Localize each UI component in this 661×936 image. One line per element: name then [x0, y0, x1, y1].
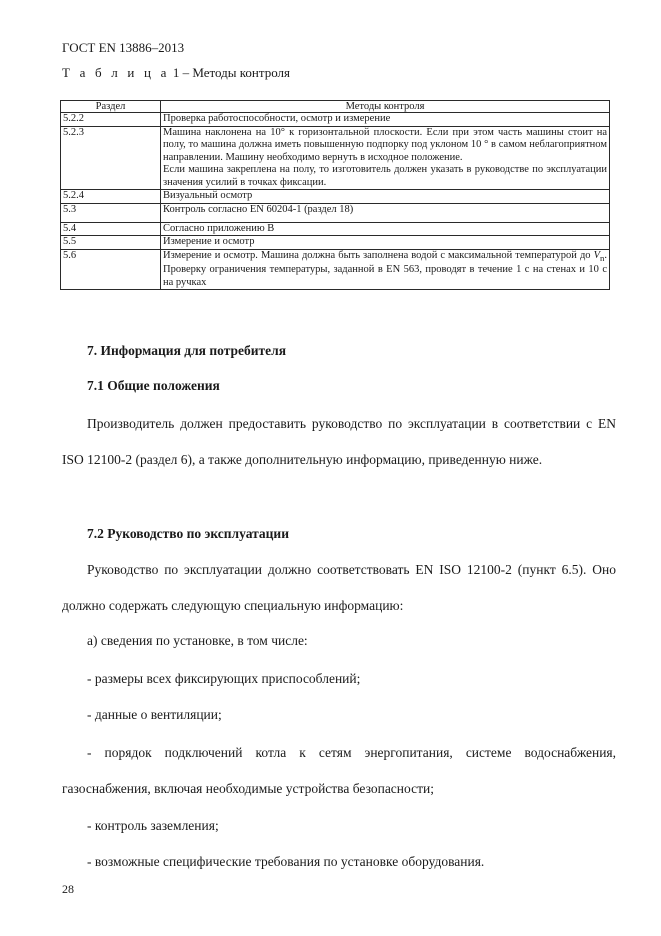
section-7-2-paragraph: Руководство по эксплуатации должно соответствовать EN ISO 12100-2 (пункт 6.5). Оно должно содержать следующую специальную информацию:	[62, 562, 616, 613]
list-item-dash: - контроль заземления;	[87, 818, 219, 833]
cell-method: Измерение и осмотр	[161, 236, 610, 250]
table-row	[61, 222, 610, 236]
table-caption	[62, 65, 290, 81]
cell-method: Согласно приложению В	[161, 222, 610, 236]
standard-header: ГОСТ EN 13886–2013	[62, 40, 185, 55]
list-item-dash: - размеры всех фиксирующих приспособлений;	[87, 671, 361, 686]
page-number: 28	[62, 882, 74, 896]
cell-method-text: Измерение и осмотр. Машина должна быть заполнена водой с максимальной температурой до	[163, 249, 594, 261]
cell-method: Проверка работоспособности, осмотр и измерение	[161, 113, 610, 127]
table-row	[61, 236, 610, 250]
list-item-dash: - порядок подключений котла к сетям энергопитания, системе водоснабжения, газоснабжения, включая необходимые устройства безопасности;	[62, 745, 616, 796]
control-methods-table	[60, 100, 610, 290]
column-header-section: Раздел	[61, 101, 161, 113]
section-7-2-title: 7.2 Руководство по эксплуатации	[87, 526, 289, 541]
cell-section: 5.5	[61, 236, 161, 250]
cell-section: 5.2.4	[61, 190, 161, 204]
cell-method: Визуальный осмотр	[161, 190, 610, 204]
table-caption-label: Т а б л и ц а	[62, 65, 170, 80]
cell-method-paragraph: Машина наклонена на 10° к горизонтальной плоскости. Если при этом часть машины стоит на полу, то машина должна иметь повышенную подпорку под уклоном 10 ° в самом неблагоприятном направлении. Машину необходимо вернуть в исходное положение.	[163, 126, 607, 163]
column-header-methods: Методы контроля	[161, 101, 610, 113]
list-item-a: а) сведения по установке, в том числе:	[87, 633, 308, 648]
cell-section: 5.3	[61, 203, 161, 222]
table-row	[61, 203, 610, 222]
cell-section: 5.2.3	[61, 126, 161, 190]
list-item-dash: - данные о вентиляции;	[87, 707, 222, 722]
cell-section: 5.6	[61, 249, 161, 290]
temperature-variable: V	[593, 249, 600, 261]
table-row	[61, 190, 610, 204]
table-row	[61, 126, 610, 190]
section-7-title: 7. Информация для потребителя	[87, 343, 287, 358]
table-header-row	[61, 101, 610, 113]
section-7-1-paragraph: Производитель должен предоставить руководство по эксплуатации в соответствии с EN ISO 12100-2 (раздел 6), а также дополнительную информацию, приведенную ниже.	[62, 416, 616, 467]
table-row	[61, 249, 610, 290]
cell-method: Контроль согласно EN 60204-1 (раздел 18)	[161, 203, 610, 222]
table-row	[61, 113, 610, 127]
section-7-1-title: 7.1 Общие положения	[87, 378, 220, 393]
cell-method	[161, 126, 610, 190]
list-item-dash: - возможные специфические требования по установке оборудования.	[87, 854, 485, 869]
cell-method-text: . Проверку ограничения температуры, заданной в EN 563, проводят в течение 1 с на стенах и 10 с на ручках	[163, 249, 607, 288]
cell-section: 5.2.2	[61, 113, 161, 127]
cell-method-paragraph: Если машина закреплена на полу, то изготовитель должен указать в руководстве по эксплуатации значения усилий в точках фиксации.	[163, 164, 607, 188]
table-caption-title: 1 – Методы контроля	[169, 65, 290, 80]
cell-section: 5.4	[61, 222, 161, 236]
cell-method	[161, 249, 610, 290]
temperature-variable-subscript: n	[600, 252, 605, 263]
